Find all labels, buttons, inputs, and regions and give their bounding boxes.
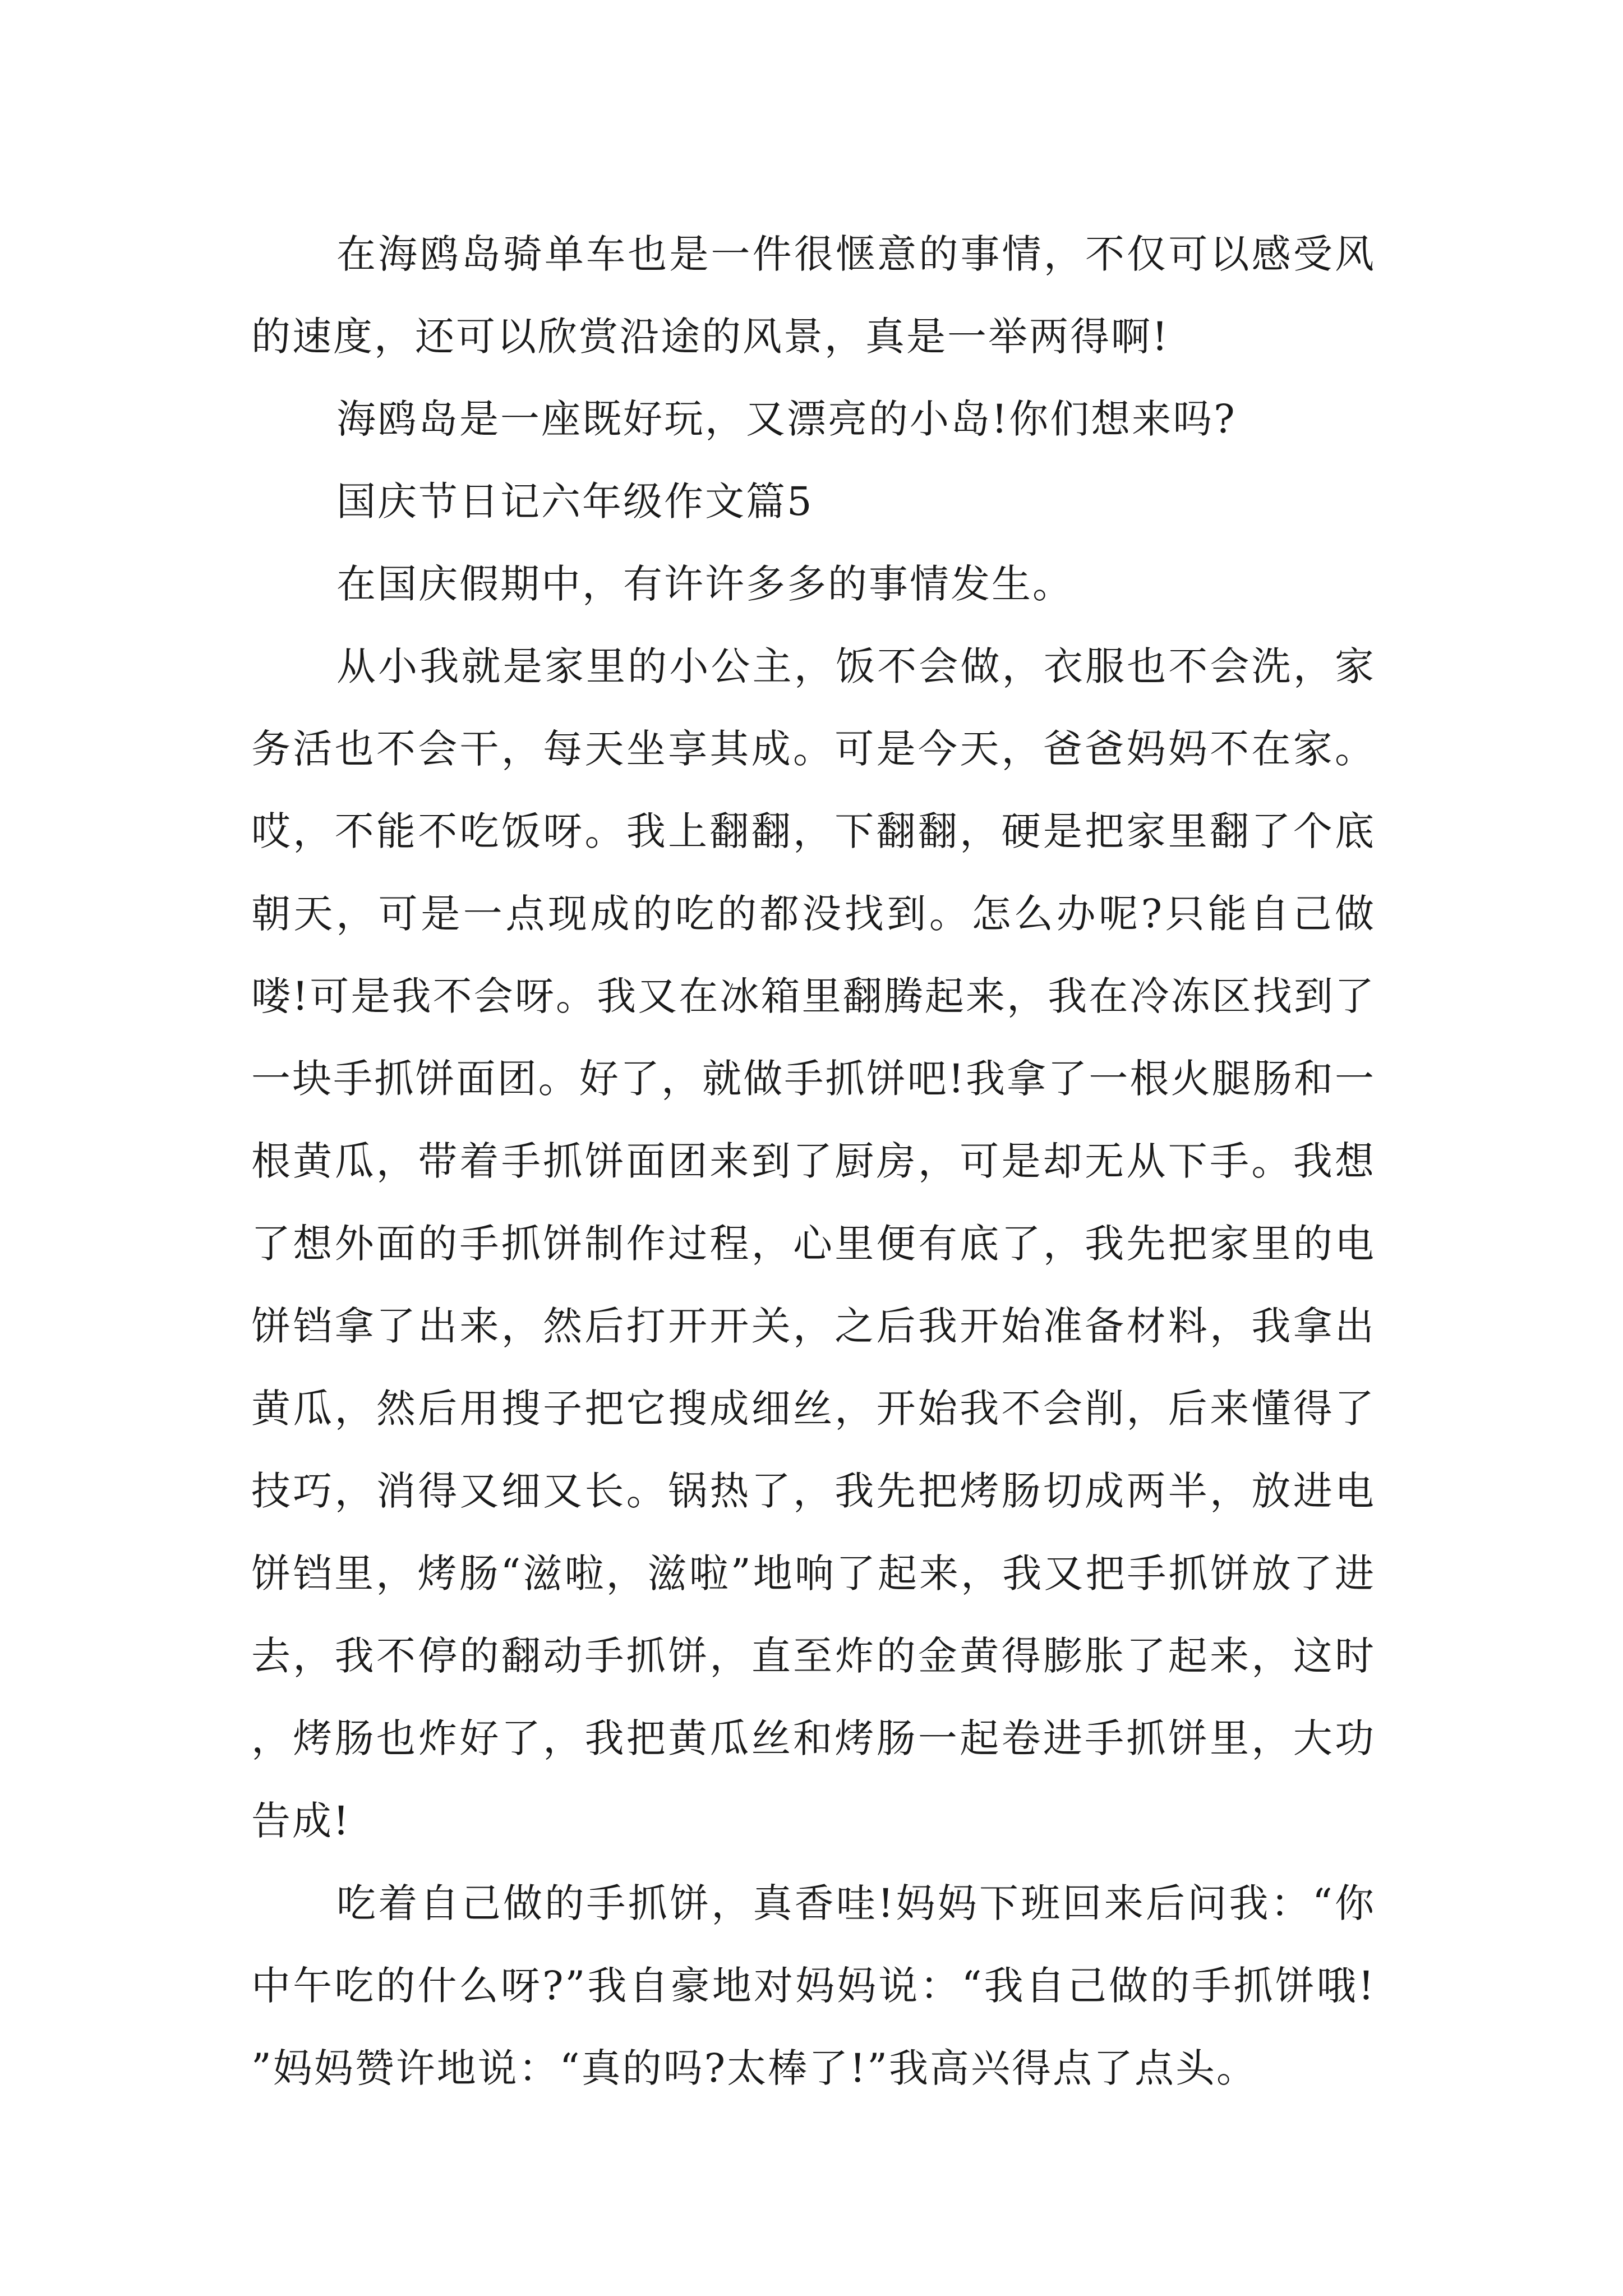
document-body [251,213,1376,2110]
paragraph-bicycle: 在海鸥岛骑单车也是一件很惬意的事情，不仅可以感受风的速度，还可以欣赏沿途的风景，真是一举两得啊! [251,231,1376,360]
paragraph-holiday-intro: 在国庆假期中，有许许多多的事情发生。 [336,561,1073,607]
paragraph-island-invite: 海鸥岛是一座既好玩，又漂亮的小岛!你们想来吗? [336,396,1237,442]
section-heading: 国庆节日记六年级作文篇5 [336,478,814,524]
paragraph-conclusion: 吃着自己做的手抓饼，真香哇!妈妈下班回来后问我：“你中午吃的什么呀?”我自豪地对妈妈说：“我自己做的手抓饼哦!”妈妈赞许地说：“真的吗?太棒了!”我高兴得点了点头。 [251,1880,1376,2091]
paragraph-cooking-story: 从小我就是家里的小公主，饭不会做，衣服也不会洗，家务活也不会干，每天坐享其成。可是今天，爸爸妈妈不在家。哎，不能不吃饭呀。我上翻翻，下翻翻，硬是把家里翻了个底朝天，可是一点现成的吃的都没找到。怎么办呢?只能自己做喽!可是我不会呀。我又在冰箱里翻腾起来，我在冷冻区找到了一块手抓饼面团。好了，就做手抓饼吧!我拿了一根火腿肠和一根黄瓜，带着手抓饼面团来到了厨房，可是却无从下手。我想了想外面的手抓饼制作过程，心里便有底了，我先把家里的电饼铛拿了出来，然后打开开关，之后我开始准备材料，我拿出黄瓜，然后用搜子把它搜成细丝，开始我不会削，后来懂得了技巧，消得又细又长。锅热了，我先把烤肠切成两半，放进电饼铛里，烤肠“滋啦，滋啦”地响了起来，我又把手抓饼放了进去，我不停的翻动手抓饼，直至炸的金黄得膨胀了起来，这时，烤肠也炸好了，我把黄瓜丝和烤肠一起卷进手抓饼里，大功告成! [251,643,1376,1844]
